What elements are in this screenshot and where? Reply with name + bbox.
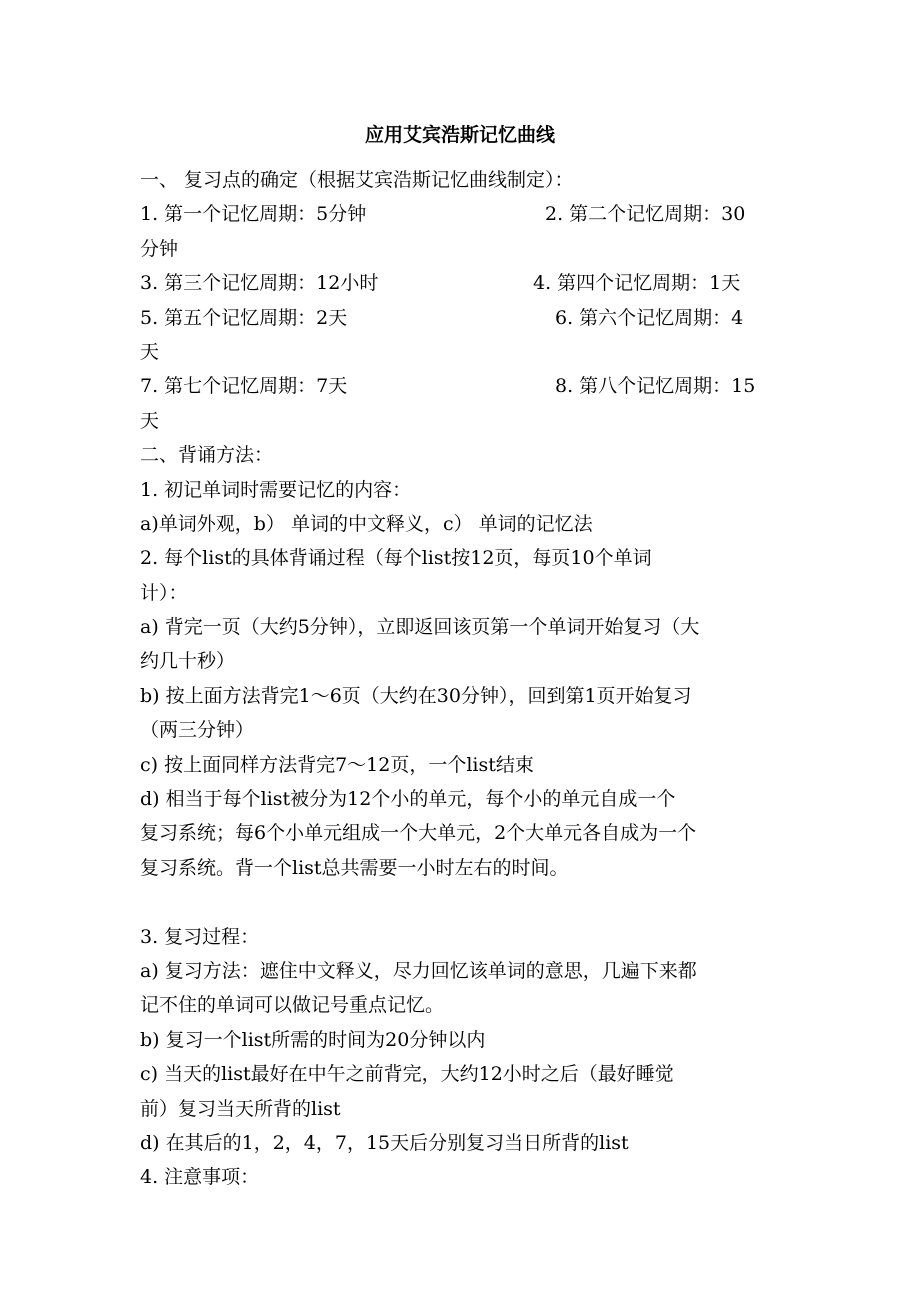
review-point-1: 1. 第一个记忆周期：5分钟: [140, 203, 367, 226]
document-title: 应用艾宾浩斯记忆曲线: [364, 124, 555, 146]
method-d-line-1: d) 相当于每个list被分为12个小的单元，每个小的单元自成一个: [140, 788, 676, 811]
process-a-line-1: a) 复习方法：遮住中文释义，尽力回忆该单词的意思，几遍下来都: [140, 959, 697, 982]
method-item-1-detail: a)单词外观，b） 单词的中文释义，c） 单词的记忆法: [140, 512, 593, 535]
method-b-line-2: （两三分钟）: [140, 719, 255, 742]
review-row-1-2: [140, 197, 790, 231]
method-a-line-2: 约几十秒）: [140, 650, 236, 673]
method-d-line-3: 复习系统。背一个list总共需要一小时左右的时间。: [140, 856, 569, 879]
method-item-2-line-2: 计）：: [140, 581, 188, 604]
process-b: b) 复习一个list所需的时间为20分钟以内: [140, 1028, 486, 1051]
method-item-1: 1. 初记单词时需要记忆的内容：: [140, 478, 412, 501]
review-point-6: 6. 第六个记忆周期：4: [555, 306, 744, 329]
method-item-2-line-1: 2. 每个list的具体背诵过程（每个list按12页，每页10个单词: [140, 547, 652, 570]
review-point-8-wrap: 天: [140, 409, 160, 432]
review-point-5: 5. 第五个记忆周期：2天: [140, 306, 348, 329]
section-2-heading: 二、背诵方法：: [140, 444, 274, 467]
method-a-line-1: a) 背完一页（大约5分钟），立即返回该页第一个单词开始复习（大: [140, 616, 700, 639]
section-1-heading: 一、 复习点的确定（根据艾宾浩斯记忆曲线制定）：: [140, 169, 574, 191]
review-point-2-wrap: 分钟: [140, 237, 179, 260]
review-point-6-wrap: 天: [140, 340, 160, 363]
method-d-line-2: 复习系统；每6个小单元组成一个大单元，2个大单元各自成为一个: [140, 822, 697, 845]
section-3-heading: 3. 复习过程：: [140, 925, 260, 948]
review-point-2: 2. 第二个记忆周期：30: [545, 203, 746, 226]
section-4-heading: 4. 注意事项：: [140, 1166, 260, 1189]
method-b-line-1: b) 按上面方法背完1～6页（大约在30分钟），回到第1页开始复习: [140, 684, 692, 707]
review-point-7: 7. 第七个记忆周期：7天: [140, 375, 348, 398]
review-point-8: 8. 第八个记忆周期：15: [555, 375, 756, 398]
process-c-line-2: 前）复习当天所背的list: [140, 1097, 341, 1120]
review-row-3-4: [140, 266, 790, 300]
review-point-3: 3. 第三个记忆周期：12小时: [140, 272, 379, 295]
method-c: c) 按上面同样方法背完7～12页，一个list结束: [140, 753, 534, 776]
process-c-line-1: c) 当天的list最好在中午之前背完，大约12小时之后（最好睡觉: [140, 1063, 674, 1086]
review-point-4: 4. 第四个记忆周期：1天: [533, 272, 741, 295]
document-body: [140, 163, 790, 1195]
blank-line: [140, 885, 790, 919]
review-row-7-8: [140, 369, 790, 403]
process-d: d) 在其后的1，2，4，7，15天后分别复习当日所背的list: [140, 1131, 629, 1154]
review-row-5-6: [140, 301, 790, 335]
process-a-line-2: 记不住的单词可以做记号重点记忆。: [140, 994, 445, 1017]
